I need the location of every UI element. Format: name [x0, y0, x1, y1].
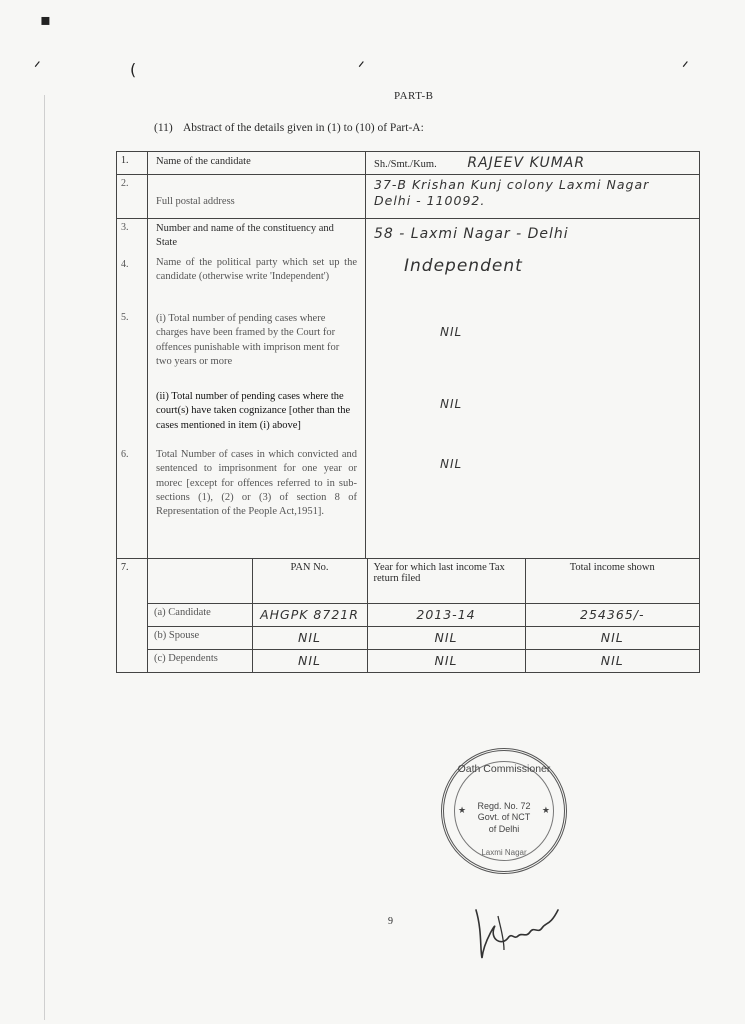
income-table-cell — [148, 559, 700, 673]
year-value: 2013-14 — [367, 603, 525, 626]
year-header: Year for which last income Tax return filed — [367, 559, 525, 603]
income-value: NIL — [525, 650, 699, 673]
table-row — [148, 603, 699, 626]
row-numbers — [117, 219, 148, 559]
income-row-label: (b) Spouse — [148, 626, 252, 649]
pan-value: AHGPK 8721R — [252, 603, 367, 626]
row-values — [366, 219, 700, 559]
blank-header — [148, 559, 252, 603]
punch-hole-mark: ᐟ — [682, 58, 689, 77]
row-labels — [148, 219, 366, 559]
row-number: 7. — [117, 559, 148, 673]
row-number: 2. — [117, 175, 148, 219]
pan-value: NIL — [252, 650, 367, 673]
pending-cases-cognizance-value: NIL — [440, 397, 463, 412]
stamp-line: Govt. of NCT — [477, 812, 531, 823]
row-label: Name of the candidate — [148, 152, 366, 175]
row-number: 1. — [117, 152, 148, 175]
stamp-line: Regd. No. 72 — [477, 801, 531, 811]
address-cell — [366, 175, 700, 219]
stamp-title: Oath Commissioner — [457, 763, 551, 775]
row-label: (ii) Total number of pending cases where the court(s) have taken cognizance [other than the cases mentioned in item (i) above] — [156, 391, 351, 431]
convicted-cases-value: NIL — [440, 457, 463, 472]
row-number: 6. — [121, 449, 129, 461]
row-label: (i) Total number of pending cases where charges have been framed by the Court for offences punishable with imprison ment for two years or more — [156, 313, 340, 367]
constituency-value: 58 - Laxmi Nagar - Delhi — [374, 226, 569, 243]
row-label: Name of the political party which set up the candidate (otherwise write 'Independent') — [156, 257, 357, 283]
pan-value: NIL — [252, 626, 367, 649]
income-header-row — [148, 559, 699, 603]
stamp-line: of Delhi — [488, 823, 520, 834]
stamp-bottom-text: Laxmi Nagar — [481, 848, 527, 857]
candidate-name: RAJEEV KUMAR — [467, 155, 586, 171]
row-number: 5. — [121, 312, 129, 324]
pan-header: PAN No. — [252, 559, 367, 603]
candidate-name-cell — [366, 152, 700, 175]
scan-mark: ▪ — [40, 10, 51, 29]
income-value: NIL — [525, 626, 699, 649]
stamp-details — [444, 801, 564, 835]
pending-cases-framed-value: NIL — [440, 325, 463, 340]
income-row-label: (c) Dependents — [148, 650, 252, 673]
page-edge-line — [44, 95, 45, 1020]
year-value: NIL — [367, 650, 525, 673]
table-row — [148, 650, 699, 673]
income-value: 254365/- — [525, 603, 699, 626]
star-icon: ★ — [541, 805, 550, 815]
income-table — [148, 559, 699, 672]
income-header: Total income shown — [525, 559, 699, 603]
star-icon: ★ — [458, 805, 467, 815]
oath-commissioner-stamp — [441, 748, 567, 874]
table-row — [117, 219, 700, 559]
address-line1: 37-B Krishan Kunj colony Laxmi Nagar — [374, 177, 650, 193]
section-intro — [154, 122, 424, 134]
row-label: Number and name of the constituency and State — [156, 223, 334, 249]
row-label: Total Number of cases in which convicted and sentenced to imprisonment for one year or morec [except for offences referred to in sub-sections (1), (2) or (3) of section 8 of Representation of the People Act,1951]. — [156, 449, 357, 517]
page-number: 9 — [388, 916, 393, 927]
income-row — [117, 559, 700, 673]
name-prefix: Sh./Smt./Kum. — [374, 159, 437, 170]
table-row — [117, 175, 700, 219]
party-value: Independent — [404, 256, 523, 277]
table-row — [148, 626, 699, 649]
address-line2: Delhi - 110092. — [374, 193, 486, 209]
section-number: (11) — [154, 122, 173, 134]
year-value: NIL — [367, 626, 525, 649]
section-intro-text: Abstract of the details given in (1) to (10) of Part-A: — [182, 122, 424, 134]
punch-hole-mark: ( — [130, 60, 137, 79]
signature — [468, 880, 568, 970]
punch-hole-mark: ᐟ — [34, 58, 41, 77]
row-label: Full postal address — [148, 175, 366, 219]
row-number: 3. — [121, 222, 129, 234]
income-row-label: (a) Candidate — [148, 603, 252, 626]
table-row — [117, 152, 700, 175]
part-heading: PART-B — [394, 90, 434, 102]
punch-hole-mark: ᐟ — [358, 58, 365, 77]
row-number: 4. — [121, 259, 129, 271]
abstract-table — [116, 151, 700, 673]
